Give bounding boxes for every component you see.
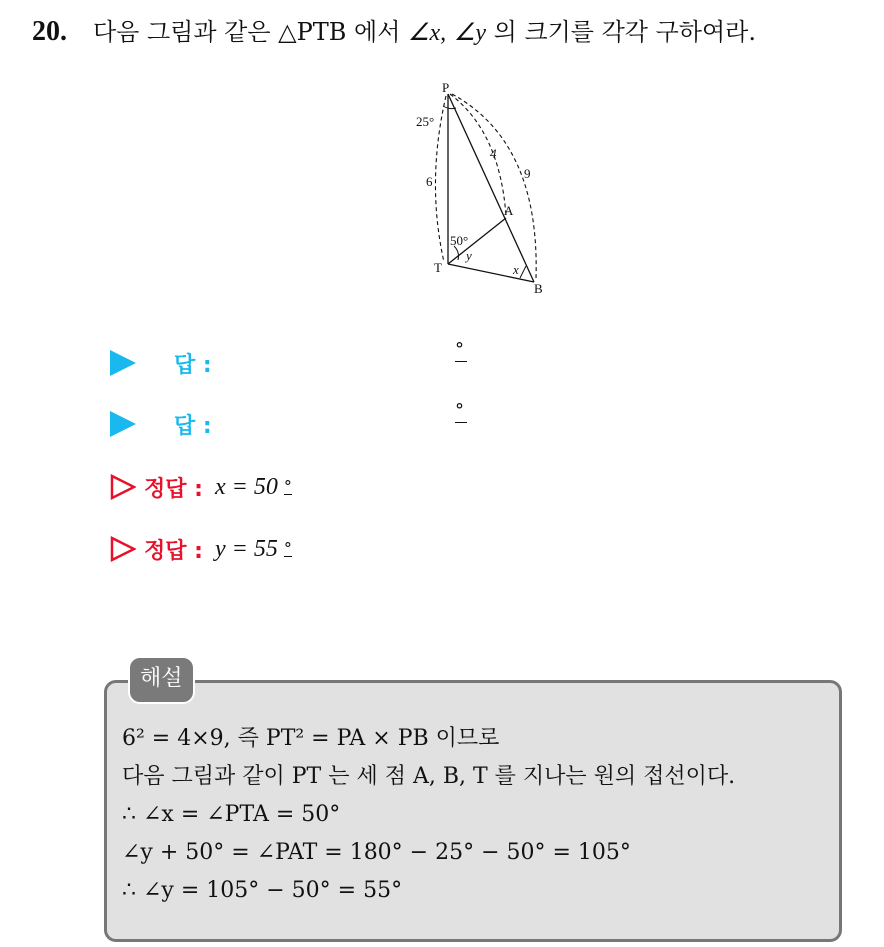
correct-value: y = 55 (214, 535, 278, 562)
question-text (93, 18, 756, 46)
answer-label: 답 : (174, 352, 212, 378)
question-text-before: 다음 그림과 같은 △PTB 에서 (92, 18, 409, 46)
explanation-tag: 해설 (128, 656, 195, 704)
correct-degree: ° (283, 538, 292, 558)
outline-triangle-icon (110, 474, 136, 500)
explanation-line-5: ∴ ∠y = 105° − 50° = 55° (122, 878, 403, 903)
correct-label: 정답 : (144, 538, 203, 564)
label-len-PT: 6 (426, 174, 433, 189)
answer-degree-blank[interactable]: ° (455, 341, 467, 362)
correct-row-2 (110, 533, 292, 565)
label-angle-T: 50° (450, 233, 469, 248)
question-angle-x: ∠x, (408, 20, 447, 46)
label-var-y: y (466, 248, 472, 263)
answer-degree-blank[interactable]: ° (455, 402, 467, 423)
triangle-figure (400, 82, 560, 302)
explanation-line-1: 6² = 4×9, 즉 PT² = PA × PB 이므로 (122, 726, 500, 751)
answer-row-1 (110, 339, 464, 379)
label-A: A (504, 203, 514, 218)
answer-label: 답 : (174, 413, 212, 439)
label-B: B (534, 281, 543, 296)
question-number: 20. (32, 16, 67, 47)
question-angle-y: ∠y (453, 20, 486, 46)
label-T: T (434, 260, 442, 275)
label-len-PB: 9 (524, 166, 531, 181)
answer-row-2 (110, 400, 464, 440)
play-triangle-icon (110, 350, 136, 376)
correct-label: 정답 : (144, 476, 203, 502)
explanation-line-4: ∠y + 50° = ∠PAT = 180° − 25° − 50° = 105° (122, 840, 631, 865)
outline-triangle-icon (110, 536, 136, 562)
correct-row-1 (110, 471, 292, 503)
dashed-arc-PT (435, 96, 446, 262)
explanation-text (122, 720, 735, 910)
label-len-PA: 4 (490, 146, 497, 161)
correct-degree: ° (283, 476, 292, 496)
label-P: P (442, 82, 450, 95)
angle-arc-B (520, 266, 526, 278)
segment-TB (448, 264, 534, 282)
correct-value: x = 50 (214, 473, 278, 500)
question-text-after: 의 크기를 각각 구하여라. (486, 18, 756, 46)
label-angle-P: 25° (416, 114, 435, 129)
explanation-line-3: ∴ ∠x = ∠PTA = 50° (122, 802, 341, 827)
explanation-line-2: 다음 그림과 같이 PT 는 세 점 A, B, T 를 지나는 원의 접선이다. (122, 764, 736, 789)
play-triangle-icon (110, 411, 136, 437)
label-var-x: x (513, 262, 519, 277)
question-line (32, 12, 756, 48)
